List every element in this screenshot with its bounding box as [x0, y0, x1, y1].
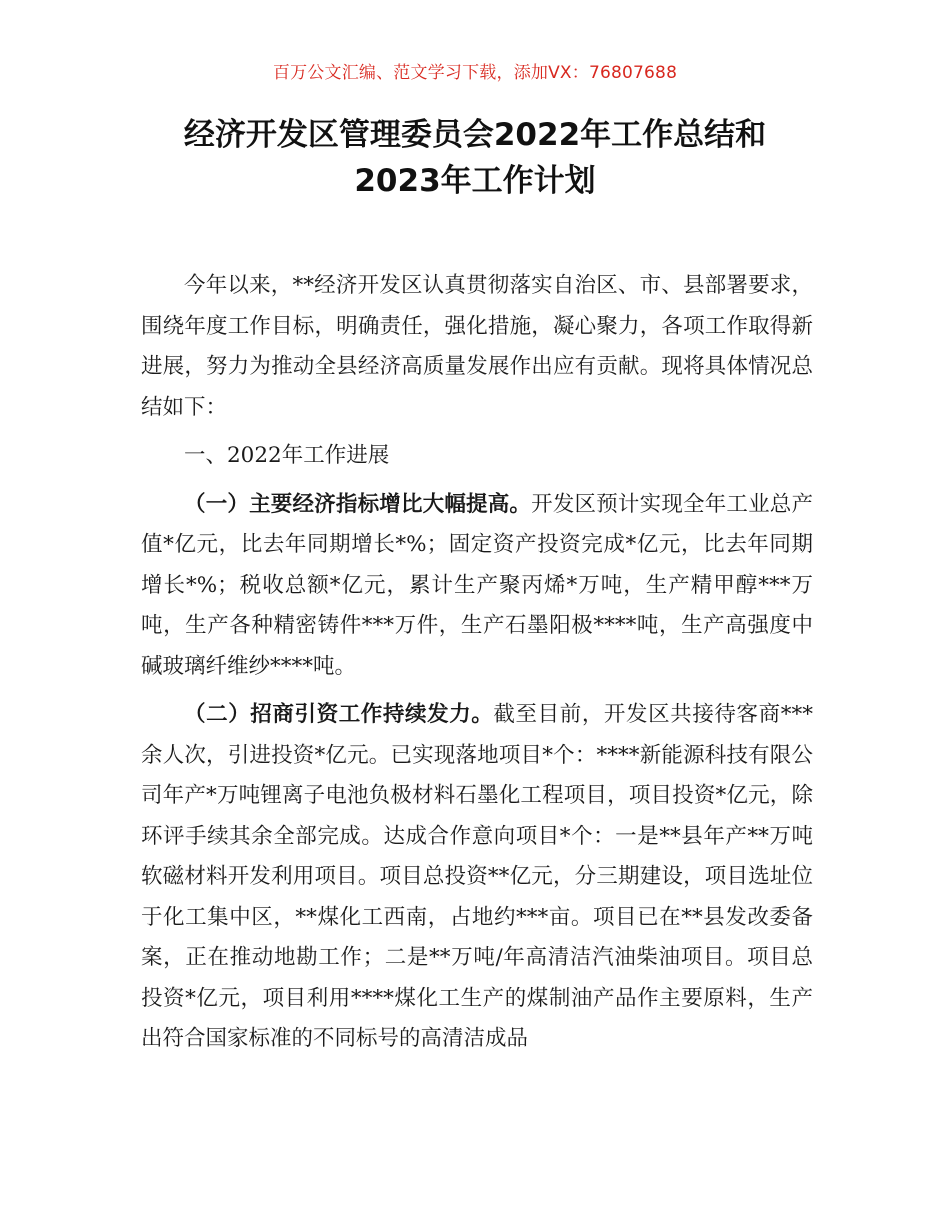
document-body	[141, 266, 813, 1060]
paragraph-item-2	[141, 695, 813, 1060]
item-2-label: （二）招商引资工作持续发力。	[184, 702, 494, 727]
item-1-text: 开发区预计实现全年工业总产值*亿元，比去年同期增长*%；固定资产投资完成*亿元，比去年同期增长*%；税收总额*亿元，累计生产聚丙烯*万吨，生产精甲醇***万吨，生产各种精密铸件***万件，生产石墨阳极****吨，生产高强度中碱玻璃纤维纱****吨。	[141, 491, 813, 679]
intro-paragraph: 今年以来，**经济开发区认真贯彻落实自治区、市、县部署要求，围绕年度工作目标，明确责任，强化措施，凝心聚力，各项工作取得新进展，努力为推动全县经济高质量发展作出应有贡献。现将具体情况总结如下：	[141, 273, 813, 420]
item-2-text: 截至目前，开发区共接待客商***余人次，引进投资*亿元。已实现落地项目*个：****新能源科技有限公司年产*万吨锂离子电池负极材料石墨化工程项目，项目投资*亿元，除环评手续其余全部完成。达成合作意向项目*个：一是**县年产**万吨软磁材料开发利用项目。项目总投资**亿元，分三期建设，项目选址位于化工集中区，**煤化工西南，占地约***亩。项目已在**县发改委备案，正在推动地勘工作；二是**万吨/年高清洁汽油柴油项目。项目总投资*亿元，项目利用****煤化工生产的煤制油产品作主要原料，生产出符合国家标准的不同标号的高清洁成品	[141, 702, 813, 1051]
document-title	[60, 112, 890, 204]
title-line-1: 经济开发区管理委员会2022年工作总结和	[183, 117, 767, 153]
paragraph-item-1	[141, 485, 813, 688]
item-1-label: （一）主要经济指标增比大幅提高。	[184, 491, 532, 517]
watermark-text: 百万公文汇编、范文学习下载，添加VX：76807688	[272, 63, 678, 83]
section-heading: 一、2022年工作进展	[184, 443, 390, 468]
title-line-2: 2023年工作计划	[354, 163, 596, 199]
